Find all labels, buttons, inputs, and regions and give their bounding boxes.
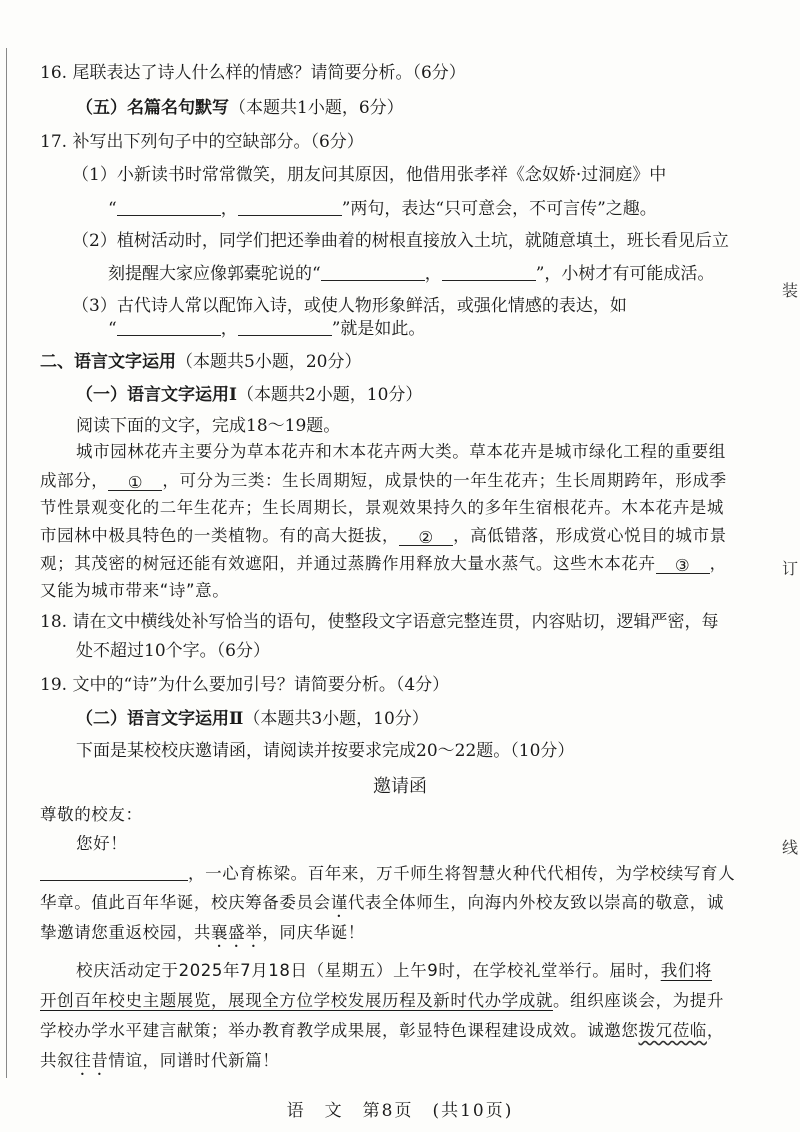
question-18-line1: 18. 请在文中横线处补写恰当的语句，使整段文字语意完整连贯，内容贴切，逻辑严密，每 [40,612,719,632]
q17-item2-line1: （2）植树活动时，同学们把还拳曲着的树根直接放入土坑，就随意填土，班长看见后立 [72,231,729,251]
letter-greeting: 您好！ [76,834,128,853]
binding-mark-zhuang: 装 [781,281,798,300]
letter-line: 开创百年校史主题展览，展现全方位学校发展历程及新时代办学成就。组织座谈会，为提升 [40,991,724,1010]
q17-item3-line1: （3）古代诗人常以配饰入诗，或使人物形象鲜活，或强化情感的表达，如 [72,296,627,316]
passage-line: 成部分， ① ，可分为三类：生长周期短，成景快的一年生花卉；生长周期跨年，形成季 [40,471,727,492]
passage-line: 市园林中极具特色的一类植物。有的高大挺拔， ② ，高低错落，形成赏心悦目的城市景 [40,526,727,547]
passage-line: 观；其茂密的树冠还能有效遮阳，并通过蒸腾作用释放大量水蒸气。这些木本花卉 ③ ， [40,554,727,575]
passage-line: 又能为城市带来“诗”意。 [40,581,230,600]
binding-mark-xian: 线 [781,838,798,857]
passage-line: 节性景观变化的二年生花卉；生长周期长，景观效果持久的多年生宿根花卉。木本花卉是城 [40,498,724,517]
subsection-1-note: （本题共2小题，10分） [236,385,423,405]
passage-line: 城市园林花卉主要分为草本花卉和木本花卉两大类。草本花卉是城市绿化工程的重要组 [76,442,726,461]
letter-line: 挚邀请您重返校园，共襄盛举，同庆华诞！ [40,923,365,942]
fill-blank[interactable] [321,262,425,281]
fill-blank[interactable] [117,197,221,216]
reading-instruction-1: 阅读下面的文字，完成18～19题。 [76,416,341,436]
part-2-heading [40,351,361,373]
letter-line: ，一心育栋梁。百年来，万千师生将智慧火种代代相传，为学校续写育人 [40,862,735,885]
section-5-note: （本题共1小题，6分） [229,98,404,118]
passage-blank-3[interactable]: ③ [656,555,710,574]
letter-line: 共叙往昔情谊，同谱时代新篇！ [40,1051,280,1070]
q17-item1-line2: “ ， ”两句，表达“只可意会，不可言传”之趣。 [108,199,657,219]
q17-item2-line2: 刻提醒大家应像郭橐驼说的“ ， ”，小树才有可能成活。 [108,264,715,284]
letter-title: 邀请函 [373,776,427,797]
section-5-title: （五）名篇名句默写 [76,98,229,118]
section-5-heading [76,97,404,119]
binding-line [6,48,7,1078]
subsection-2-heading [76,708,429,730]
question-17: 17. 补写出下列句子中的空缺部分。（6分） [40,132,364,152]
reading-instruction-2: 下面是某校校庆邀请函，请阅读并按要求完成20～22题。（10分） [76,741,575,761]
question-19: 19. 文中的“诗”为什么要加引号？请简要分析。（4分） [40,675,450,695]
question-16: 16. 尾联表达了诗人什么样的情感？请简要分析。（6分） [40,63,466,83]
letter-line: 校庆活动定于2025年7月18日（星期五）上午9时，在学校礼堂举行。届时，我们将 [76,961,712,980]
subsection-1-heading [76,384,422,406]
subsection-2-title: （二）语言文字运用Ⅱ [76,709,244,729]
fill-blank[interactable] [117,317,221,336]
letter-line: 学校办学水平建言献策；举办教育教学成果展，彰显特色课程建设成效。诚邀您拨冗莅临， [40,1021,725,1040]
binding-mark-ding: 订 [781,559,798,578]
part-2-title: 二、语言文字运用 [40,352,176,372]
subsection-1-title: （一）语言文字运用Ⅰ [76,385,237,405]
page-footer: 语 文 第8页 (共10页) [286,1101,514,1121]
letter-line: 华章。值此百年华诞，校庆筹备委员会谨代表全体师生，向海内外校友致以崇高的敬意，诚 [40,893,725,912]
fill-blank[interactable] [238,197,342,216]
part-2-note: （本题共5小题，20分） [176,352,362,372]
fill-blank[interactable] [238,317,332,336]
q17-item1-line1: （1）小新读书时常常微笑，朋友问其原因，他借用张孝祥《念奴娇·过洞庭》中 [72,165,667,185]
fill-blank[interactable] [442,262,536,281]
letter-salutation: 尊敬的校友： [40,805,143,824]
subsection-2-note: （本题共3小题，10分） [243,709,429,729]
question-18-line2: 处不超过10个字。（6分） [76,641,270,661]
passage-blank-2[interactable]: ② [399,527,453,546]
letter-blank[interactable] [40,862,188,881]
q17-item3-line2: “ ， ”就是如此。 [108,319,426,339]
passage-blank-1[interactable]: ① [108,472,162,491]
